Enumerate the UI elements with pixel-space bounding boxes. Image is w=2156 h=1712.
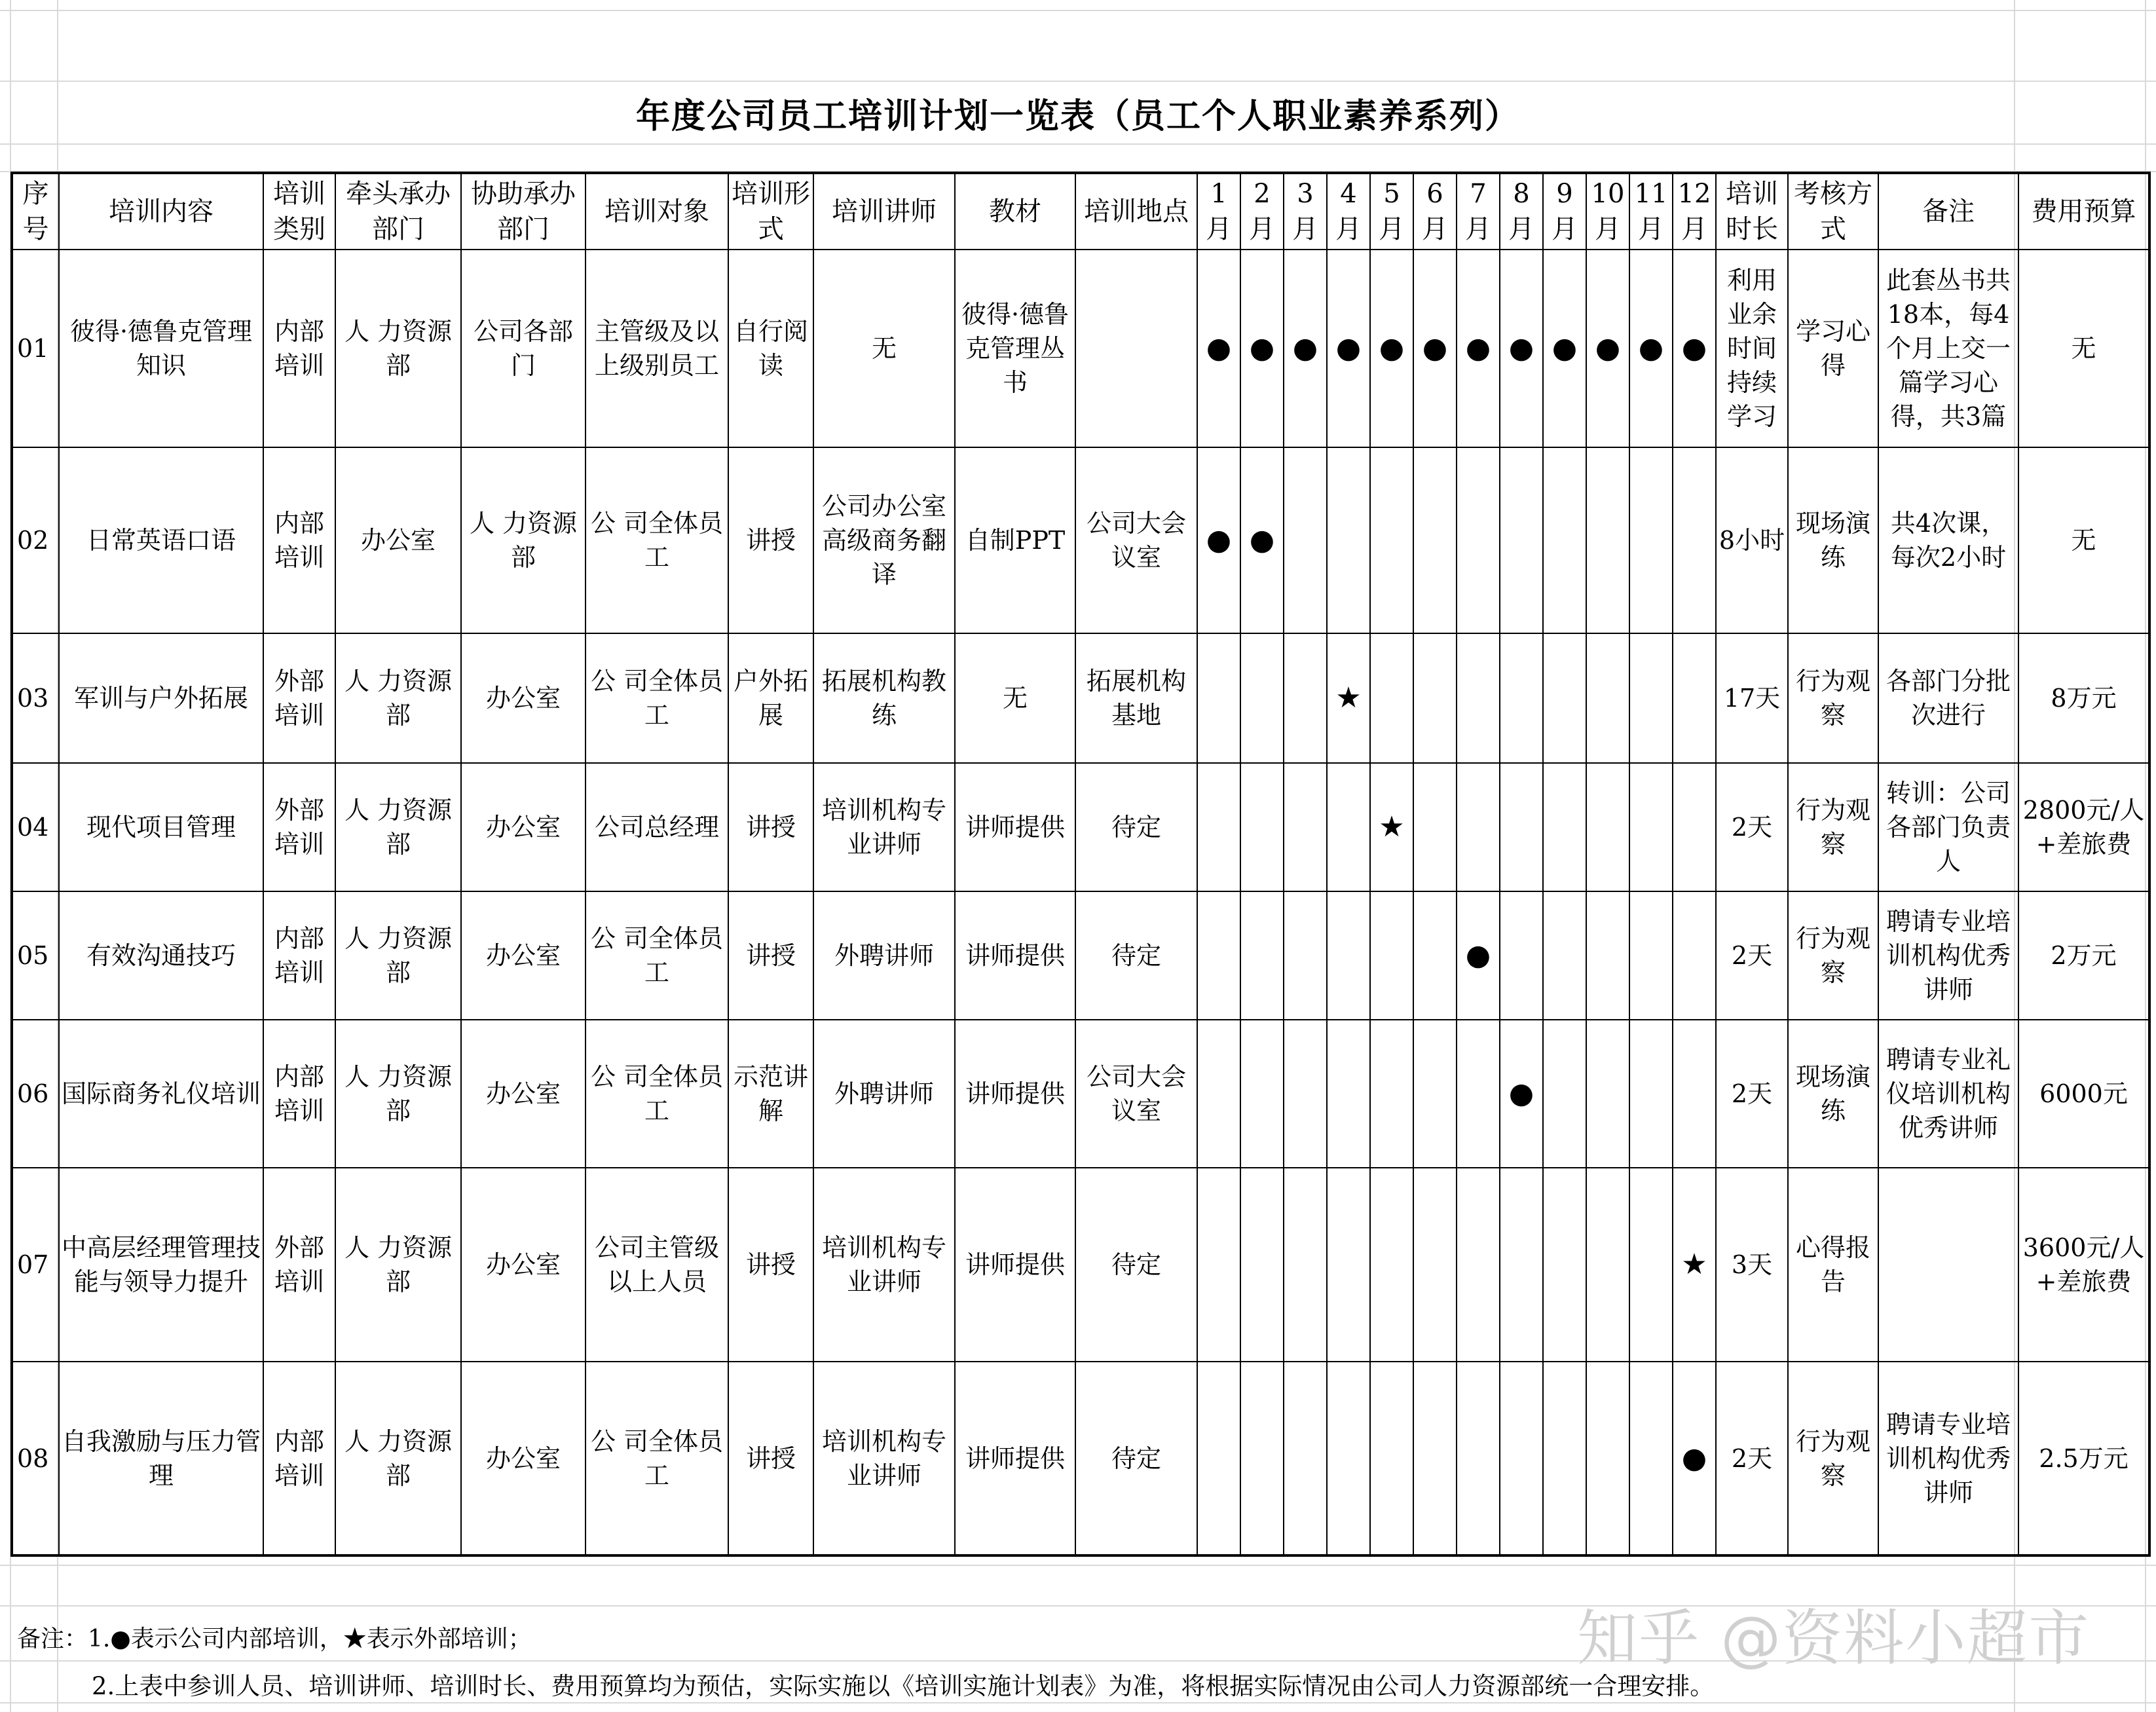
month-marker: ★ xyxy=(1370,763,1413,891)
month-marker xyxy=(1327,1362,1370,1555)
month-marker xyxy=(1284,633,1327,763)
month-marker xyxy=(1370,891,1413,1020)
cell-material: 讲师提供 xyxy=(955,891,1075,1020)
cell-content: 中高层经理管理技能与领导力提升 xyxy=(59,1168,263,1362)
cell-type: 内部培训 xyxy=(263,891,335,1020)
cell-budget: 2万元 xyxy=(2018,891,2149,1020)
cell-audience: 公司总经理 xyxy=(585,763,728,891)
month-marker xyxy=(1500,1362,1543,1555)
cell-remark: 聘请专业礼仪培训机构优秀讲师 xyxy=(1878,1020,2018,1168)
cell-form: 户外拓展 xyxy=(728,633,813,763)
month-marker xyxy=(1327,447,1370,633)
month-marker xyxy=(1284,447,1327,633)
month-marker xyxy=(1370,447,1413,633)
month-marker: ● xyxy=(1284,250,1327,447)
cell-material: 讲师提供 xyxy=(955,1168,1075,1362)
month-marker xyxy=(1457,633,1500,763)
month-marker xyxy=(1543,763,1586,891)
header-remark: 备注 xyxy=(1878,173,2018,250)
cell-form: 自行阅读 xyxy=(728,250,813,447)
month-marker xyxy=(1413,1168,1457,1362)
month-marker: ● xyxy=(1240,250,1284,447)
month-marker xyxy=(1457,763,1500,891)
cell-content: 军训与户外拓展 xyxy=(59,633,263,763)
header-month: 11月 xyxy=(1629,173,1673,250)
cell-duration: 2天 xyxy=(1716,1020,1788,1168)
header-material: 教材 xyxy=(955,173,1075,250)
header-form: 培训形式 xyxy=(728,173,813,250)
cell-type: 内部培训 xyxy=(263,250,335,447)
header-lecturer: 培训讲师 xyxy=(813,173,955,250)
month-marker xyxy=(1673,763,1716,891)
header-month: 12月 xyxy=(1673,173,1716,250)
cell-location: 待定 xyxy=(1075,763,1197,891)
cell-remark: 聘请专业培训机构优秀讲师 xyxy=(1878,891,2018,1020)
month-marker xyxy=(1629,891,1673,1020)
cell-form: 讲授 xyxy=(728,1362,813,1555)
cell-audience: 公 司全体员工 xyxy=(585,891,728,1020)
month-marker: ● xyxy=(1413,250,1457,447)
cell-audience: 公 司全体员工 xyxy=(585,447,728,633)
month-marker xyxy=(1370,1362,1413,1555)
cell-form: 讲授 xyxy=(728,1168,813,1362)
cell-lecturer: 培训机构专业讲师 xyxy=(813,763,955,891)
header-assist-dept: 协助承办部门 xyxy=(461,173,585,250)
month-marker xyxy=(1284,1020,1327,1168)
month-marker xyxy=(1197,763,1240,891)
cell-audience: 主管级及以上级别员工 xyxy=(585,250,728,447)
cell-lead-dept: 人 力资源部 xyxy=(335,1168,461,1362)
month-marker xyxy=(1284,763,1327,891)
month-marker xyxy=(1240,633,1284,763)
header-month: 8月 xyxy=(1500,173,1543,250)
cell-assist-dept: 办公室 xyxy=(461,1362,585,1555)
cell-budget: 无 xyxy=(2018,250,2149,447)
cell-audience: 公 司全体员工 xyxy=(585,1362,728,1555)
cell-assist-dept: 公司各部门 xyxy=(461,250,585,447)
cell-assessment: 学习心得 xyxy=(1788,250,1878,447)
month-marker xyxy=(1413,763,1457,891)
cell-assessment: 现场演练 xyxy=(1788,447,1878,633)
cell-material: 讲师提供 xyxy=(955,1362,1075,1555)
cell-assessment: 行为观察 xyxy=(1788,891,1878,1020)
cell-budget: 2800元/人+差旅费 xyxy=(2018,763,2149,891)
month-marker: ● xyxy=(1500,1020,1543,1168)
month-marker: ● xyxy=(1197,250,1240,447)
cell-budget: 3600元/人+差旅费 xyxy=(2018,1168,2149,1362)
month-marker xyxy=(1413,891,1457,1020)
month-marker xyxy=(1197,1362,1240,1555)
header-type: 培训类别 xyxy=(263,173,335,250)
month-marker xyxy=(1586,1020,1629,1168)
month-marker xyxy=(1457,447,1500,633)
cell-seq: 07 xyxy=(12,1168,59,1362)
month-marker xyxy=(1629,447,1673,633)
cell-audience: 公司主管级以上人员 xyxy=(585,1168,728,1362)
cell-lecturer: 外聘讲师 xyxy=(813,1020,955,1168)
month-marker xyxy=(1543,891,1586,1020)
cell-location xyxy=(1075,250,1197,447)
cell-content: 日常英语口语 xyxy=(59,447,263,633)
month-marker xyxy=(1673,1020,1716,1168)
cell-lead-dept: 办公室 xyxy=(335,447,461,633)
table-row xyxy=(12,633,2149,763)
month-marker xyxy=(1370,1168,1413,1362)
month-marker: ★ xyxy=(1673,1168,1716,1362)
header-month: 6月 xyxy=(1413,173,1457,250)
month-marker xyxy=(1284,891,1327,1020)
cell-lecturer: 拓展机构教练 xyxy=(813,633,955,763)
month-marker: ● xyxy=(1629,250,1673,447)
month-marker xyxy=(1543,1020,1586,1168)
cell-lecturer: 外聘讲师 xyxy=(813,891,955,1020)
month-marker xyxy=(1197,1168,1240,1362)
month-marker xyxy=(1586,763,1629,891)
cell-lecturer: 培训机构专业讲师 xyxy=(813,1168,955,1362)
month-marker: ● xyxy=(1543,250,1586,447)
month-marker xyxy=(1370,633,1413,763)
month-marker xyxy=(1586,447,1629,633)
note-line-1: 备注：1.●表示公司内部培训，★表示外部培训； xyxy=(17,1626,532,1652)
cell-form: 讲授 xyxy=(728,763,813,891)
month-marker xyxy=(1500,891,1543,1020)
cell-budget: 8万元 xyxy=(2018,633,2149,763)
month-marker xyxy=(1240,1362,1284,1555)
cell-type: 外部培训 xyxy=(263,763,335,891)
cell-location: 公司大会议室 xyxy=(1075,447,1197,633)
cell-lead-dept: 人 力资源部 xyxy=(335,633,461,763)
cell-remark: 共4次课，每次2小时 xyxy=(1878,447,2018,633)
cell-type: 外部培训 xyxy=(263,633,335,763)
cell-audience: 公 司全体员工 xyxy=(585,633,728,763)
month-marker xyxy=(1673,633,1716,763)
month-marker xyxy=(1543,447,1586,633)
cell-lead-dept: 人 力资源部 xyxy=(335,250,461,447)
cell-lecturer: 培训机构专业讲师 xyxy=(813,1362,955,1555)
month-marker xyxy=(1457,1362,1500,1555)
header-month: 2月 xyxy=(1240,173,1284,250)
month-marker xyxy=(1500,1168,1543,1362)
cell-duration: 17天 xyxy=(1716,633,1788,763)
training-plan-table xyxy=(10,172,2151,1557)
cell-lecturer: 公司办公室高级商务翻译 xyxy=(813,447,955,633)
month-marker xyxy=(1586,1168,1629,1362)
cell-seq: 03 xyxy=(12,633,59,763)
table-row xyxy=(12,250,2149,447)
cell-duration: 利用业余时间持续学习 xyxy=(1716,250,1788,447)
month-marker: ● xyxy=(1500,250,1543,447)
cell-location: 拓展机构基地 xyxy=(1075,633,1197,763)
cell-location: 待定 xyxy=(1075,1168,1197,1362)
month-marker xyxy=(1500,447,1543,633)
month-marker xyxy=(1673,891,1716,1020)
cell-location: 待定 xyxy=(1075,1362,1197,1555)
cell-assessment: 行为观察 xyxy=(1788,763,1878,891)
month-marker: ● xyxy=(1327,250,1370,447)
cell-form: 讲授 xyxy=(728,447,813,633)
month-marker xyxy=(1327,1020,1370,1168)
cell-seq: 02 xyxy=(12,447,59,633)
month-marker xyxy=(1413,1362,1457,1555)
cell-assessment: 心得报告 xyxy=(1788,1168,1878,1362)
table-row xyxy=(12,1020,2149,1168)
table-row xyxy=(12,1362,2149,1555)
cell-type: 内部培训 xyxy=(263,447,335,633)
cell-form: 示范讲解 xyxy=(728,1020,813,1168)
month-marker: ● xyxy=(1370,250,1413,447)
header-month: 3月 xyxy=(1284,173,1327,250)
cell-content: 有效沟通技巧 xyxy=(59,891,263,1020)
month-marker xyxy=(1413,1020,1457,1168)
month-marker xyxy=(1586,1362,1629,1555)
cell-material: 讲师提供 xyxy=(955,1020,1075,1168)
table-row xyxy=(12,1168,2149,1362)
note-line-2: 2.上表中参训人员、培训讲师、培训时长、费用预算均为预估，实际实施以《培训实施计划表》为准，将根据实际情况由公司人力资源部统一合理安排。 xyxy=(92,1672,1715,1700)
month-marker xyxy=(1586,633,1629,763)
cell-lead-dept: 人 力资源部 xyxy=(335,1020,461,1168)
header-budget: 费用预算 xyxy=(2018,173,2149,250)
cell-budget: 2.5万元 xyxy=(2018,1362,2149,1555)
month-marker xyxy=(1197,633,1240,763)
month-marker: ● xyxy=(1197,447,1240,633)
month-marker xyxy=(1240,891,1284,1020)
cell-audience: 公 司全体员工 xyxy=(585,1020,728,1168)
header-month: 7月 xyxy=(1457,173,1500,250)
header-location: 培训地点 xyxy=(1075,173,1197,250)
cell-duration: 3天 xyxy=(1716,1168,1788,1362)
cell-content: 彼得·德鲁克管理知识 xyxy=(59,250,263,447)
cell-seq: 04 xyxy=(12,763,59,891)
month-marker xyxy=(1413,447,1457,633)
header-month: 1月 xyxy=(1197,173,1240,250)
month-marker xyxy=(1673,447,1716,633)
header-duration: 培训时长 xyxy=(1716,173,1788,250)
month-marker xyxy=(1457,1020,1500,1168)
header-audience: 培训对象 xyxy=(585,173,728,250)
month-marker xyxy=(1629,1168,1673,1362)
cell-assist-dept: 办公室 xyxy=(461,1168,585,1362)
month-marker xyxy=(1413,633,1457,763)
header-assessment: 考核方式 xyxy=(1788,173,1878,250)
month-marker xyxy=(1240,1168,1284,1362)
cell-seq: 05 xyxy=(12,891,59,1020)
month-marker xyxy=(1629,1020,1673,1168)
cell-remark: 聘请专业培训机构优秀讲师 xyxy=(1878,1362,2018,1555)
month-marker xyxy=(1240,1020,1284,1168)
month-marker xyxy=(1629,763,1673,891)
cell-assist-dept: 办公室 xyxy=(461,1020,585,1168)
table-body xyxy=(12,250,2149,1555)
month-marker: ● xyxy=(1457,891,1500,1020)
month-marker xyxy=(1629,1362,1673,1555)
cell-duration: 8小时 xyxy=(1716,447,1788,633)
cell-seq: 01 xyxy=(12,250,59,447)
header-content: 培训内容 xyxy=(59,173,263,250)
cell-content: 自我激励与压力管理 xyxy=(59,1362,263,1555)
month-marker xyxy=(1586,891,1629,1020)
cell-seq: 08 xyxy=(12,1362,59,1555)
cell-content: 国际商务礼仪培训 xyxy=(59,1020,263,1168)
cell-material: 彼得·德鲁克管理丛书 xyxy=(955,250,1075,447)
cell-type: 外部培训 xyxy=(263,1168,335,1362)
cell-duration: 2天 xyxy=(1716,891,1788,1020)
header-seq: 序号 xyxy=(12,173,59,250)
cell-type: 内部培训 xyxy=(263,1362,335,1555)
cell-remark: 此套丛书共18本，每4个月上交一篇学习心得，共3篇 xyxy=(1878,250,2018,447)
cell-material: 自制PPT xyxy=(955,447,1075,633)
table-row xyxy=(12,891,2149,1020)
month-marker: ● xyxy=(1457,250,1500,447)
cell-duration: 2天 xyxy=(1716,763,1788,891)
cell-material: 无 xyxy=(955,633,1075,763)
header-month: 9月 xyxy=(1543,173,1586,250)
month-marker xyxy=(1543,1168,1586,1362)
month-marker xyxy=(1240,763,1284,891)
month-marker xyxy=(1543,1362,1586,1555)
month-marker xyxy=(1327,763,1370,891)
month-marker: ● xyxy=(1586,250,1629,447)
month-marker xyxy=(1457,1168,1500,1362)
cell-content: 现代项目管理 xyxy=(59,763,263,891)
page-title: 年度公司员工培训计划一览表（员工个人职业素养系列） xyxy=(635,96,1520,136)
cell-assessment: 行为观察 xyxy=(1788,1362,1878,1555)
cell-type: 内部培训 xyxy=(263,1020,335,1168)
cell-assessment: 行为观察 xyxy=(1788,633,1878,763)
cell-location: 公司大会议室 xyxy=(1075,1020,1197,1168)
cell-location: 待定 xyxy=(1075,891,1197,1020)
month-marker: ● xyxy=(1673,1362,1716,1555)
cell-remark xyxy=(1878,1168,2018,1362)
cell-lecturer: 无 xyxy=(813,250,955,447)
month-marker xyxy=(1197,891,1240,1020)
cell-assessment: 现场演练 xyxy=(1788,1020,1878,1168)
cell-assist-dept: 办公室 xyxy=(461,891,585,1020)
month-marker xyxy=(1327,891,1370,1020)
month-marker xyxy=(1327,1168,1370,1362)
header-month: 4月 xyxy=(1327,173,1370,250)
cell-form: 讲授 xyxy=(728,891,813,1020)
month-marker xyxy=(1370,1020,1413,1168)
cell-budget: 6000元 xyxy=(2018,1020,2149,1168)
cell-remark: 各部门分批次进行 xyxy=(1878,633,2018,763)
month-marker xyxy=(1197,1020,1240,1168)
header-month: 5月 xyxy=(1370,173,1413,250)
month-marker xyxy=(1500,763,1543,891)
month-marker xyxy=(1543,633,1586,763)
month-marker xyxy=(1500,633,1543,763)
month-marker: ● xyxy=(1240,447,1284,633)
cell-lead-dept: 人 力资源部 xyxy=(335,763,461,891)
cell-lead-dept: 人 力资源部 xyxy=(335,1362,461,1555)
cell-seq: 06 xyxy=(12,1020,59,1168)
watermark: 知乎 @资料小超市 xyxy=(1577,1603,2091,1673)
month-marker xyxy=(1284,1168,1327,1362)
cell-lead-dept: 人 力资源部 xyxy=(335,891,461,1020)
cell-budget: 无 xyxy=(2018,447,2149,633)
table-row xyxy=(12,763,2149,891)
cell-duration: 2天 xyxy=(1716,1362,1788,1555)
month-marker xyxy=(1629,633,1673,763)
header-lead-dept: 牵头承办部门 xyxy=(335,173,461,250)
cell-assist-dept: 人 力资源部 xyxy=(461,447,585,633)
table-row xyxy=(12,447,2149,633)
header-month: 10月 xyxy=(1586,173,1629,250)
cell-material: 讲师提供 xyxy=(955,763,1075,891)
month-marker xyxy=(1284,1362,1327,1555)
month-marker: ● xyxy=(1673,250,1716,447)
month-marker: ★ xyxy=(1327,633,1370,763)
cell-assist-dept: 办公室 xyxy=(461,633,585,763)
cell-assist-dept: 办公室 xyxy=(461,763,585,891)
cell-remark: 转训：公司各部门负责人 xyxy=(1878,763,2018,891)
